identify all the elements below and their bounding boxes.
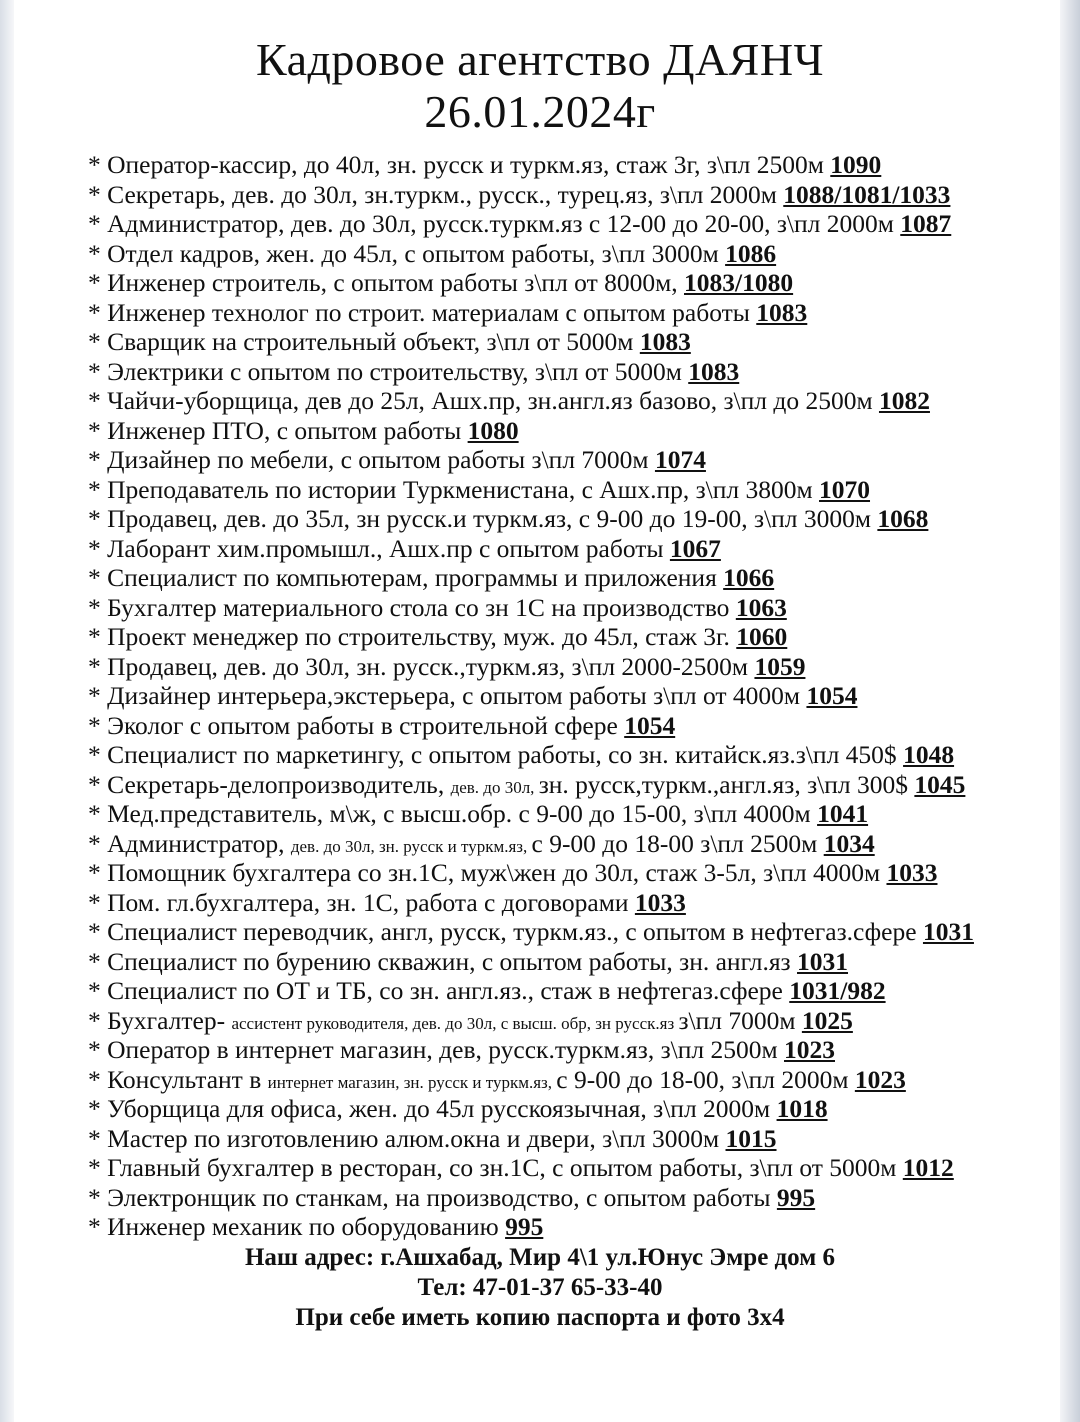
job-code: 995 (505, 1212, 544, 1241)
job-code: 1083/1080 (684, 268, 794, 297)
footer-note: При себе иметь копию паспорта и фото 3х4 (295, 1304, 785, 1331)
job-listing (88, 327, 1063, 357)
job-listing (88, 711, 1063, 741)
job-code: 1063 (735, 592, 787, 622)
job-listing (88, 947, 1063, 977)
job-description: * Электрики с опытом по строительству, з\пл от 5000м (88, 356, 689, 386)
job-listing (88, 268, 1063, 298)
job-code: 1083 (688, 356, 740, 386)
job-listing (88, 357, 1063, 387)
job-listing (88, 445, 1063, 475)
job-listing (88, 1183, 1063, 1213)
job-code: 1015 (725, 1123, 777, 1153)
job-code: 1031/982 (789, 976, 886, 1005)
job-listing (88, 504, 1063, 534)
job-code: 1086 (725, 238, 777, 268)
job-code: 1033 (886, 858, 938, 887)
job-listing (88, 858, 1063, 888)
job-code: 1074 (654, 445, 706, 474)
footer-address: Наш адрес: г.Ашхабад, Мир 4\1 ул.Юнус Эмре дом 6 (244, 1244, 835, 1271)
job-description: * Электронщик по станкам, на производство, с опытом работы (88, 1182, 777, 1212)
job-listing (88, 298, 1063, 328)
job-listing (88, 799, 1063, 829)
job-code: 1023 (854, 1064, 906, 1094)
agency-title: Кадровое агентство ДАЯНЧ (256, 34, 824, 85)
job-code: 1031 (922, 917, 974, 946)
job-code: 1090 (830, 150, 882, 179)
job-description: зн. русск,туркм.,англ.яз, з\пл 300$ (538, 769, 915, 799)
job-description: * Дизайнер по мебели, с опытом работы з\пл 7000м (88, 445, 655, 474)
job-listing (88, 1124, 1063, 1154)
job-listing (88, 1212, 1063, 1242)
job-listing (88, 534, 1063, 564)
job-description: * Инженер ПТО, с опытом работы (88, 415, 468, 445)
job-description: * Уборщица для офиса, жен. до 45л русскоязычная, з\пл 2000м (88, 1094, 777, 1123)
job-code: 1023 (784, 1035, 835, 1064)
job-listing (88, 1153, 1063, 1183)
job-description: * Преподаватель по истории Туркменистана, с Ашх.пр, з\пл 3800м (88, 474, 820, 504)
job-listing (88, 209, 1063, 239)
job-listing (88, 1035, 1063, 1065)
job-code: 1018 (776, 1094, 828, 1123)
job-listing (88, 1094, 1063, 1124)
job-description: * Продавец, дев. до 30л, зн. русск.,туркм.яз, з\пл 2000-2500м (88, 651, 755, 681)
job-code: 1041 (817, 799, 869, 828)
job-listing (88, 829, 1063, 859)
job-code: 1025 (801, 1005, 853, 1035)
job-listing (88, 475, 1063, 505)
job-title: * Бухгалтер- (88, 1005, 232, 1035)
job-listing (88, 770, 1063, 800)
job-description: * Специалист по ОТ и ТБ, со зн. англ.яз., стаж в нефтегаз.сфере (88, 976, 790, 1005)
job-description: * Чайчи-уборщица, дев до 25л, Ашх.пр, зн.англ.яз базово, з\пл до 2500м (88, 386, 879, 415)
job-listing (88, 681, 1063, 711)
job-listing (88, 239, 1063, 269)
job-listing (88, 888, 1063, 918)
job-description: * Проект менеджер по строительству, муж. до 45л, стаж 3г. (88, 622, 737, 651)
job-description: * Инженер строитель, с опытом работы з\пл от 8000м, (88, 268, 685, 297)
job-listing (88, 740, 1063, 770)
job-listing (88, 1065, 1063, 1095)
job-description: * Секретарь, дев. до 30л, зн.туркм., русск., турец.яз, з\пл 2000м (88, 179, 784, 209)
job-code: 1048 (903, 740, 955, 769)
job-title: * Консультант в (88, 1064, 268, 1094)
job-description: * Главный бухгалтер в ресторан, со зн.1С, с опытом работы, з\пл от 5000м (88, 1153, 903, 1182)
job-code: 1083 (639, 327, 691, 356)
job-details-small: интернет магазин, зн. русск и туркм.яз, (267, 1072, 557, 1092)
job-description: * Инженер механик по оборудованию (88, 1212, 506, 1241)
job-code: 1034 (823, 828, 875, 858)
job-description: * Оператор-кассир, до 40л, зн. русск и туркм.яз, стаж 3г, з\пл 2500м (88, 150, 831, 179)
job-description: * Оператор в интернет магазин, дев, русск.туркм.яз, з\пл 2500м (88, 1035, 784, 1064)
job-description: с 9-00 до 18-00, з\пл 2000м (556, 1064, 855, 1094)
job-description: * Специалист по маркетингу, с опытом работы, со зн. китайск.яз.з\пл 450$ (88, 740, 904, 769)
job-code: 1080 (467, 415, 519, 445)
job-listing (88, 652, 1063, 682)
job-description: * Продавец, дев. до 35л, зн русск.и туркм.яз, с 9-00 до 19-00, з\пл 3000м (88, 504, 878, 533)
job-listing (88, 622, 1063, 652)
job-listing (88, 593, 1063, 623)
job-title: * Администратор, (88, 828, 291, 858)
job-description: * Специалист по компьютерам, программы и приложения (88, 563, 724, 592)
job-listing (88, 976, 1063, 1006)
job-code: 1082 (878, 386, 930, 415)
job-description: * Эколог с опытом работы в строительной сфере (88, 710, 625, 740)
job-description: с 9-00 до 18-00 з\пл 2500м (531, 828, 824, 858)
job-code: 995 (776, 1182, 816, 1212)
job-listing (88, 563, 1063, 593)
job-code: 1054 (806, 681, 858, 710)
page-edge-right (1060, 0, 1080, 1422)
job-details-small: дев. до 30л, (450, 777, 539, 797)
page-edge-left (0, 0, 14, 1422)
job-description: * Мед.представитель, м\ж, с высш.обр. с 9-00 до 15-00, з\пл 4000м (88, 799, 818, 828)
job-code: 1012 (902, 1153, 954, 1182)
document-date: 26.01.2024г (424, 86, 656, 137)
job-code: 1070 (819, 474, 871, 504)
job-listing (88, 416, 1063, 446)
job-description: * Сварщик на строительный объект, з\пл от 5000м (88, 327, 640, 356)
job-code: 1066 (723, 563, 775, 592)
job-description: * Специалист переводчик, англ, русск, туркм.яз., с опытом в нефтегаз.сфере (88, 917, 923, 946)
job-description: * Лаборант хим.промышл., Ашх.пр с опытом работы (88, 533, 670, 563)
job-description: * Пом. гл.бухгалтера, зн. 1С, работа с договорами (88, 887, 635, 917)
job-code: 1068 (877, 504, 929, 533)
job-code: 1045 (914, 769, 966, 799)
job-code: 1067 (669, 533, 721, 563)
job-code: 1033 (634, 887, 686, 917)
job-code: 1059 (754, 651, 806, 681)
job-description: * Специалист по бурению скважин, с опытом работы, зн. англ.яз (88, 946, 798, 976)
job-details-small: дев. до 30л, зн. русск и туркм.яз, (290, 836, 532, 856)
job-code: 1087 (900, 209, 952, 238)
footer-phones: Тел: 47-01-37 65-33-40 (417, 1274, 663, 1301)
job-listing (88, 150, 1063, 180)
job-listing (88, 917, 1063, 947)
job-description: * Отдел кадров, жен. до 45л, с опытом работы, з\пл 3000м (88, 238, 726, 268)
job-code: 1054 (624, 710, 676, 740)
job-listing (88, 1006, 1063, 1036)
job-listing (88, 386, 1063, 416)
job-details-small: ассистент руководителя, дев. до 30л, с высш. обр, зн русск.яз (231, 1013, 679, 1033)
job-description: * Дизайнер интерьера,экстерьера, с опытом работы з\пл от 4000м (88, 681, 807, 710)
job-code: 1088/1081/1033 (783, 179, 951, 209)
job-description: * Администратор, дев. до 30л, русск.туркм.яз с 12-00 до 20-00, з\пл 2000м (88, 209, 901, 238)
job-listing (88, 180, 1063, 210)
job-description: * Бухгалтер материального стола со зн 1С на производство (88, 592, 736, 622)
job-list (88, 150, 1063, 1242)
job-code: 1083 (756, 297, 808, 327)
job-description: * Инженер технолог по строит. материалам с опытом работы (88, 297, 757, 327)
job-title: * Секретарь-делопроизводитель, (88, 769, 451, 799)
job-description: * Мастер по изготовлению алюм.окна и двери, з\пл 3000м (88, 1123, 726, 1153)
job-description: * Помощник бухгалтера со зн.1С, муж\жен до 30л, стаж 3-5л, з\пл 4000м (88, 858, 887, 887)
job-description: з\пл 7000м (678, 1005, 802, 1035)
job-code: 1060 (736, 622, 788, 651)
job-code: 1031 (797, 946, 849, 976)
